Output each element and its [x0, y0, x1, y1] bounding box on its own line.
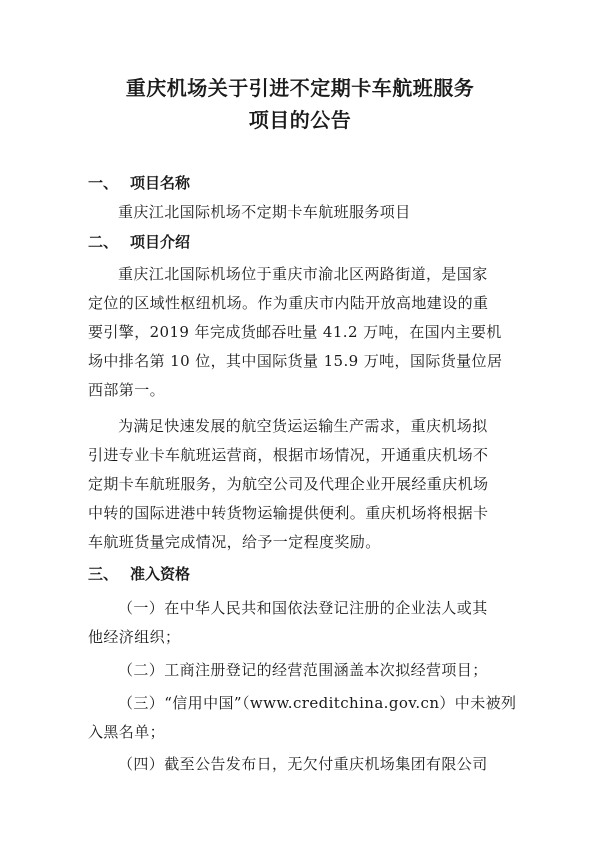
paragraph-line: 引进专业卡车航班运营商，根据市场情况，开通重庆机场不: [88, 446, 489, 464]
section-number: 三、: [88, 565, 119, 583]
paragraph-line: 中转的国际进港中转货物运输提供便利。重庆机场将根据卡: [88, 504, 489, 522]
paragraph-line: （四）截至公告发布日，无欠付重庆机场集团有限公司: [118, 755, 488, 773]
section-number: 一、: [88, 174, 119, 192]
paragraph-line: 重庆江北国际机场不定期卡车航班服务项目: [118, 203, 411, 221]
paragraph-line: 定期卡车航班服务，为航空公司及代理企业开展经重庆机场: [88, 475, 489, 493]
paragraph-line: 入黑名单；: [88, 723, 166, 741]
section-heading-3: [88, 562, 190, 586]
paragraph-line: 为满足快速发展的航空货运运输生产需求，重庆机场拟: [118, 417, 488, 435]
section-title: 项目介绍: [130, 233, 191, 251]
paragraph-line: （三）“信用中国”（www.creditchina.gov.cn）中未被列: [118, 694, 517, 712]
paragraph-line: 车航班货量完成情况，给予一定程度奖励。: [88, 533, 381, 551]
paragraph-line: 重庆江北国际机场位于重庆市渝北区两路街道，是国家: [118, 265, 488, 283]
section-number: 二、: [88, 233, 119, 251]
section-title: 准入资格: [130, 565, 191, 583]
paragraph-line: 要引擎，2019 年完成货邮吞吐量 41.2 万吨，在国内主要机: [88, 323, 502, 341]
paragraph-line: 西部第一。: [88, 381, 166, 399]
section-heading-1: [88, 171, 190, 195]
paragraph-line: 他经济组织；: [88, 628, 181, 646]
paragraph-line: （二）工商注册登记的经营范围涵盖本次拟经营项目；: [118, 661, 488, 679]
document-title-line-1: 重庆机场关于引进不定期卡车航班服务: [125, 76, 475, 100]
paragraph-line: （一）在中华人民共和国依法登记注册的企业法人或其: [118, 599, 488, 617]
section-heading-2: [88, 230, 190, 254]
paragraph-line: 场中排名第 10 位，其中国际货量 15.9 万吨，国际货量位居: [88, 352, 503, 370]
section-title: 项目名称: [130, 174, 191, 192]
paragraph-line: 定位的区域性枢纽机场。作为重庆市内陆开放高地建设的重: [88, 294, 489, 312]
document-title-line-2: 项目的公告: [248, 108, 352, 132]
